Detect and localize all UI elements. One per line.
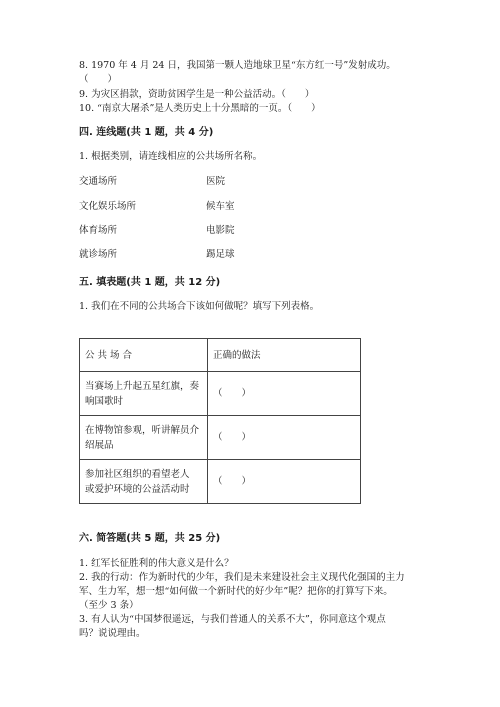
situation-line: 参加社区组织的看望老人: [85, 468, 190, 480]
section-6-line: 1. 红军长征胜利的伟大意义是什么？: [79, 558, 234, 569]
table-row: [80, 460, 361, 504]
situation-line: 当赛场上升起五星红旗，奏: [85, 380, 200, 392]
section-5-heading: 五. 填表题(共 1 题，共 12 分): [79, 277, 221, 288]
table-row: [80, 372, 361, 416]
situation-line: 绍展品: [85, 439, 114, 451]
situation-line: 响国歌时: [85, 395, 124, 407]
section-6-heading: 六. 简答题(共 5 题，共 25 分): [79, 533, 221, 544]
table-situation-cell: [80, 460, 208, 504]
section-6-line: （至少 3 条）: [79, 600, 139, 611]
table-answer-cell[interactable]: （ ）: [208, 460, 361, 504]
question-8-text: 8. 1970 年 4 月 24 日，我国第一颗人造地球卫星“东方红一号”发射成功。: [79, 60, 396, 71]
match-left-item: 体育场所: [79, 225, 118, 236]
match-right-item: 候车室: [206, 201, 235, 212]
match-right-item: 电影院: [206, 225, 235, 236]
table-situation-cell: [80, 372, 208, 416]
table-header-cell: 正确的做法: [208, 339, 361, 372]
fill-in-table: [79, 338, 361, 504]
table-row: [80, 416, 361, 460]
table-header-row: [80, 339, 361, 372]
table-header-cell: 公 共 场 合: [80, 339, 208, 372]
section-5-question: 1. 我们在不同的公共场合下该如何做呢？填写下列表格。: [79, 301, 320, 312]
table-situation-cell: [80, 416, 208, 460]
section-6-line: 吗？说说理由。: [79, 628, 146, 639]
situation-line: 在博物馆参观，听讲解员介: [85, 424, 200, 436]
section-6-line: 2. 我的行动：作为新时代的少年，我们是未来建设社会主义现代化强国的主力: [79, 572, 405, 583]
match-left-item: 就诊场所: [79, 249, 118, 260]
match-right-item: 医院: [206, 176, 226, 187]
question-8-answer-paren: （ ）: [79, 74, 118, 85]
table-answer-cell[interactable]: （ ）: [208, 416, 361, 460]
match-left-item: 文化娱乐场所: [79, 201, 137, 212]
question-9-text: 9. 为灾区捐款，资助贫困学生是一种公益活动。（ ）: [79, 89, 315, 100]
match-left-item: 交通场所: [79, 176, 118, 187]
section-4-question: 1. 根据类别，请连线相应的公共场所名称。: [79, 151, 263, 162]
match-right-item: 踢足球: [206, 249, 235, 260]
situation-line: 或爱护环境的公益活动时: [85, 483, 190, 495]
section-6-line: 3. 有人认为“中国梦很遥远，与我们普通人的关系不大”，你同意这个观点: [79, 614, 386, 625]
section-6-line: 军、生力军，想一想“如何做一个新时代的好少年”呢？把你的打算写下来。: [79, 586, 393, 597]
section-4-heading: 四. 连线题(共 1 题，共 4 分): [79, 127, 214, 138]
table-answer-cell[interactable]: （ ）: [208, 372, 361, 416]
question-10-text: 10. “南京大屠杀”是人类历史上十分黑暗的一页。（ ）: [79, 103, 321, 114]
